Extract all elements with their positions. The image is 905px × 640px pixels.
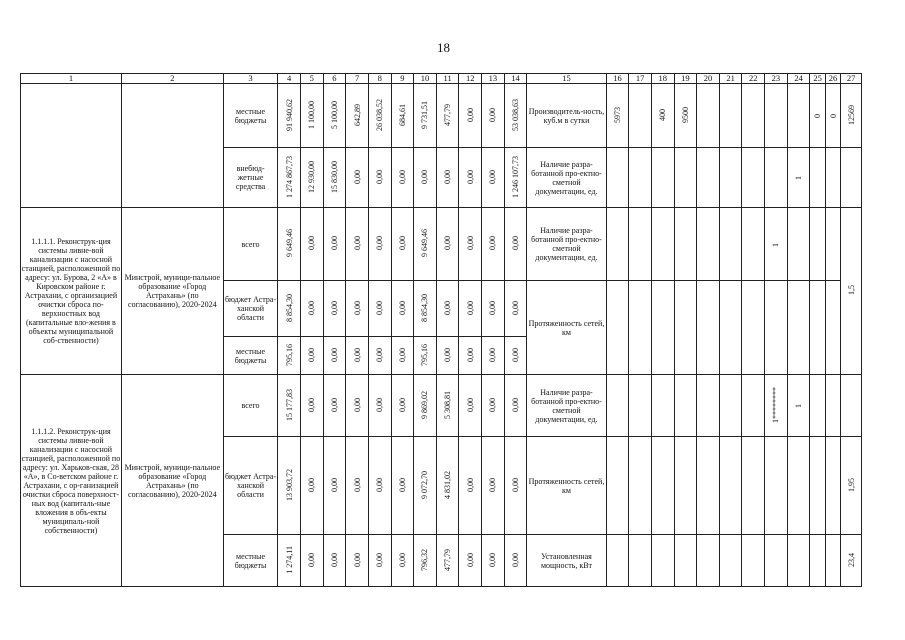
value-cell [346, 208, 369, 281]
value-text: 0,00 [329, 300, 339, 315]
value-cell [482, 337, 505, 375]
page-number: 18 [437, 40, 450, 55]
value-cell: 400 [658, 108, 668, 121]
value-text: 53 038,63 [511, 98, 521, 131]
value-cell [300, 337, 323, 375]
value-text: 0,00 [375, 552, 385, 567]
table-row [21, 375, 862, 437]
value-text: 0,00 [307, 300, 317, 315]
executor-cell: Минстрой, муници-пальное образование «Город Астрахань» (по согласованию), 2020-2024 [121, 375, 223, 587]
value-text: 0,00 [488, 347, 498, 362]
value-cell [414, 281, 437, 337]
value-cell [436, 281, 459, 337]
value-cell [504, 535, 527, 587]
value-text: 0,00 [397, 552, 407, 567]
value-cell [504, 437, 527, 535]
value-cell [346, 375, 369, 437]
value-text: 0,00 [443, 236, 453, 250]
value-cell [346, 148, 369, 208]
value-text: 0,00 [329, 477, 339, 492]
value-cell [436, 148, 459, 208]
value-cell [459, 337, 482, 375]
value-cell [414, 535, 437, 587]
value-cell [391, 337, 414, 375]
value-text: 0,00 [420, 169, 430, 184]
header-cell: 5 [300, 74, 323, 84]
value-text: 0,00 [488, 107, 498, 122]
value-text: 795,16 [284, 343, 294, 366]
value-text: 4 831,02 [443, 470, 453, 499]
value-cell [482, 535, 505, 587]
value-cell [346, 281, 369, 337]
header-cell: 19 [674, 74, 697, 84]
value-cell [323, 437, 346, 535]
value-cell [300, 535, 323, 587]
value-text: 0,00 [307, 397, 317, 412]
value-cell [300, 208, 323, 281]
value-text: 0,00 [352, 347, 362, 362]
value-text: 0,00 [329, 236, 339, 250]
value-cell: 1,5 [846, 285, 856, 295]
measure-name: 1.1.1.1. Реконструк-ция системы ливне-вой канализации с насосной станцией, расположенной по адресу: ул. Бурова, 2 «А» в Кировском районе г. Астрахани, с организацией очистки сброса по-верхностных вод (капитальные вло-жения в объекты муниципальной соб-ственности) [21, 208, 122, 375]
header-cell: 23 [765, 74, 788, 84]
header-cell: 12 [459, 74, 482, 84]
value-text: 0,00 [375, 169, 385, 184]
value-cell: 1 [794, 404, 804, 408]
value-cell [391, 281, 414, 337]
value-text: 0,00 [465, 169, 475, 184]
value-text: 0,00 [375, 300, 385, 315]
value-text: 0,00 [443, 300, 453, 315]
value-text: 0,00 [352, 169, 362, 184]
value-cell [323, 535, 346, 587]
value-cell [278, 148, 301, 208]
header-cell: 26 [825, 74, 840, 84]
source-cell: бюджет Астра-ханской области [223, 281, 278, 337]
value-cell [391, 208, 414, 281]
value-text: 0,00 [511, 397, 521, 412]
value-text: 1 100,00 [307, 100, 317, 129]
value-cell [300, 375, 323, 437]
indicator-cell: Производитель-ность, куб.м в сутки [527, 84, 606, 148]
value-text: 0,00 [511, 552, 521, 567]
value-cell [323, 148, 346, 208]
value-text: 0,00 [465, 477, 475, 492]
source-cell: местные бюджеты [223, 535, 278, 587]
value-cell [323, 337, 346, 375]
header-cell: 9 [391, 74, 414, 84]
value-cell [278, 535, 301, 587]
value-text: 0,00 [465, 236, 475, 250]
source-cell: местные бюджеты [223, 337, 278, 375]
value-cell [504, 337, 527, 375]
value-cell [346, 437, 369, 535]
value-text: 642,89 [352, 103, 362, 126]
header-cell: 16 [606, 74, 629, 84]
value-text: 0,00 [397, 347, 407, 362]
value-cell [436, 208, 459, 281]
value-cell [300, 437, 323, 535]
value-cell [504, 208, 527, 281]
value-text: 9 072,70 [420, 470, 430, 499]
value-text: 0,00 [443, 347, 453, 362]
value-cell [278, 337, 301, 375]
header-cell: 8 [368, 74, 391, 84]
header-cell: 18 [651, 74, 674, 84]
header-cell: 20 [697, 74, 720, 84]
header-cell: 6 [323, 74, 346, 84]
value-cell [459, 84, 482, 148]
value-cell [414, 337, 437, 375]
value-text: 8 854,30 [420, 293, 430, 322]
value-cell [368, 375, 391, 437]
value-cell [278, 437, 301, 535]
value-cell [436, 375, 459, 437]
value-cell [368, 281, 391, 337]
value-cell: 5973 [612, 106, 622, 123]
indicator-cell: Наличие разра-ботанной про-ектно-сметной документации, ед. [527, 375, 606, 437]
value-text: 9 731,51 [420, 100, 430, 129]
value-text: 0,00 [511, 477, 521, 492]
value-text: 0,00 [488, 477, 498, 492]
value-text: 0,00 [465, 347, 475, 362]
value-cell [504, 375, 527, 437]
value-cell [323, 84, 346, 148]
value-text: 5 100,00 [329, 100, 339, 129]
indicator-cell: Протяженность сетей, км [527, 437, 606, 535]
value-text: 0,00 [307, 477, 317, 492]
value-text: 9 649,46 [420, 229, 430, 257]
value-text: 0,00 [465, 107, 475, 122]
value-cell [391, 437, 414, 535]
value-text: 1 246 107,73 [511, 155, 521, 198]
value-text: 795,16 [420, 343, 430, 366]
value-text: 15 177,83 [284, 388, 294, 421]
value-cell [436, 535, 459, 587]
header-cell: 25 [810, 74, 825, 84]
value-text: 796,32 [420, 548, 430, 571]
value-text: 0,00 [511, 300, 521, 315]
value-text: 9 869,02 [420, 390, 430, 419]
value-text: 0,00 [488, 300, 498, 315]
source-cell: бюджет Астра-ханской области [223, 437, 278, 535]
header-cell: 17 [629, 74, 652, 84]
source-cell: местные бюджеты [223, 84, 278, 148]
value-cell [482, 281, 505, 337]
value-text: 684,61 [397, 103, 407, 126]
value-text: 0,00 [307, 236, 317, 250]
value-cell: 0 [813, 114, 823, 118]
value-text: 0,00 [375, 236, 385, 250]
value-text: 0,00 [375, 347, 385, 362]
value-text: 0,00 [465, 552, 475, 567]
value-text: 0,00 [352, 236, 362, 250]
value-cell [414, 375, 437, 437]
value-cell [459, 208, 482, 281]
value-text: 0,00 [329, 552, 339, 567]
value-text: 0,00 [488, 552, 498, 567]
header-row [21, 74, 862, 84]
value-cell [504, 148, 527, 208]
value-cell [391, 535, 414, 587]
value-text: 0,00 [397, 397, 407, 412]
header-cell: 11 [436, 74, 459, 84]
value-cell [414, 208, 437, 281]
value-cell [459, 148, 482, 208]
value-cell: 23,4 [846, 552, 856, 567]
value-cell [482, 84, 505, 148]
value-cell [459, 375, 482, 437]
value-cell [391, 84, 414, 148]
value-text: 0,00 [397, 236, 407, 250]
value-text: 0,00 [329, 347, 339, 362]
value-cell [368, 535, 391, 587]
value-cell: 1 [771, 242, 781, 247]
executor-cell: Минстрой, муници-пальное образование «Город Астрахань» (по согласованию), 2020-2024 [121, 208, 223, 375]
header-cell: 27 [841, 74, 862, 84]
measure-name: 1.1.1.2. Реконструк-ция системы ливне-вой канализации с насосной станцией, расположенной по адресу: ул. Харьков-ская, 28 «А», в Со-ветском районе г. Астрахани, с ор-ганизацией очистки сброса поверхност-ных вод (капиталь-ные вложения в объ-екты муниципаль-ной собственности) [21, 375, 122, 587]
value-text: 5 308,81 [443, 390, 453, 419]
indicator-cell: Протяженность сетей, км [527, 281, 606, 375]
value-text: 477,79 [443, 103, 453, 126]
value-cell [278, 84, 301, 148]
value-cell: 0 [828, 114, 838, 118]
value-cell [504, 281, 527, 337]
header-cell: 15 [527, 74, 606, 84]
value-cell: 12569 [846, 104, 856, 125]
table-row [21, 84, 862, 148]
header-cell: 1 [21, 74, 122, 84]
source-cell: всего [223, 208, 278, 281]
value-cell [414, 437, 437, 535]
value-text: 0,00 [397, 300, 407, 315]
value-text: 0,00 [488, 236, 498, 250]
value-text: 9 649,46 [284, 229, 294, 257]
header-cell: 7 [346, 74, 369, 84]
value-text: 0,00 [488, 169, 498, 184]
value-cell: 1 [794, 176, 804, 180]
value-text: 0,00 [397, 477, 407, 492]
value-cell [368, 437, 391, 535]
source-cell: всего [223, 375, 278, 437]
value-text: 0,00 [397, 169, 407, 184]
name-cell [21, 84, 122, 208]
value-cell [391, 148, 414, 208]
value-cell [459, 535, 482, 587]
value-text: 0,00 [443, 169, 453, 184]
value-text: 0,00 [352, 300, 362, 315]
value-text: 12 930,00 [307, 160, 317, 193]
value-cell [323, 208, 346, 281]
value-text: 0,00 [352, 397, 362, 412]
value-cell [459, 437, 482, 535]
value-text: 0,00 [352, 552, 362, 567]
value-text: 13 903,72 [284, 468, 294, 501]
indicator-cell: Наличие разра-ботанной про-ектно-сметной документации, ед. [527, 148, 606, 208]
value-cell [346, 84, 369, 148]
value-cell [368, 148, 391, 208]
value-cell [346, 337, 369, 375]
value-text: 91 940,62 [284, 98, 294, 131]
table-row [21, 208, 862, 281]
value-cell [414, 84, 437, 148]
value-cell [278, 208, 301, 281]
value-cell: 1,95 [846, 477, 856, 492]
header-cell: 4 [278, 74, 301, 84]
value-text: 0,00 [465, 397, 475, 412]
header-cell: 13 [482, 74, 505, 84]
value-cell [346, 535, 369, 587]
value-cell [482, 148, 505, 208]
value-text: 0,00 [307, 347, 317, 362]
value-text: 0,00 [375, 397, 385, 412]
value-cell [300, 281, 323, 337]
value-cell [300, 148, 323, 208]
value-cell [278, 281, 301, 337]
value-text: 0,00 [488, 397, 498, 412]
value-cell [300, 84, 323, 148]
value-cell [436, 84, 459, 148]
header-cell: 3 [223, 74, 278, 84]
source-cell: внебюд-жетные средства [223, 148, 278, 208]
header-cell: 14 [504, 74, 527, 84]
program-table [20, 73, 862, 587]
value-text: 0,00 [375, 477, 385, 492]
value-cell [391, 375, 414, 437]
value-cell [504, 84, 527, 148]
value-text: 477,79 [443, 548, 453, 571]
value-text: 0,00 [307, 552, 317, 567]
value-text: 15 830,00 [329, 160, 339, 193]
value-text: 1 274 867,73 [284, 155, 294, 198]
value-cell [482, 437, 505, 535]
value-cell [368, 337, 391, 375]
indicator-cell: Установленная мощность, кВт [527, 535, 606, 587]
value-cell [278, 375, 301, 437]
header-cell: 2 [121, 74, 223, 84]
value-cell [368, 208, 391, 281]
value-cell [323, 375, 346, 437]
indicator-cell: Наличие разра-ботанной про-ектно-сметной документации, ед. [527, 208, 606, 281]
executor-cell [121, 84, 223, 208]
value-cell [482, 208, 505, 281]
header-cell: 22 [742, 74, 765, 84]
value-text: 26 038,52 [375, 98, 385, 131]
value-cell [368, 84, 391, 148]
header-cell: 24 [787, 74, 810, 84]
value-text: 0,00 [352, 477, 362, 492]
value-text: 0,00 [329, 397, 339, 412]
value-cell [436, 337, 459, 375]
value-cell [459, 281, 482, 337]
value-text: 0,00 [511, 236, 521, 250]
value-cell: 9500 [680, 106, 690, 123]
value-cell: 1******** [771, 386, 781, 423]
value-cell [414, 148, 437, 208]
value-cell [323, 281, 346, 337]
value-cell [436, 437, 459, 535]
value-cell [482, 375, 505, 437]
value-text: 0,00 [511, 347, 521, 362]
value-text: 0,00 [465, 300, 475, 315]
value-text: 8 854,30 [284, 293, 294, 322]
header-cell: 21 [719, 74, 742, 84]
value-text: 1 274,11 [284, 545, 294, 574]
header-cell: 10 [414, 74, 437, 84]
